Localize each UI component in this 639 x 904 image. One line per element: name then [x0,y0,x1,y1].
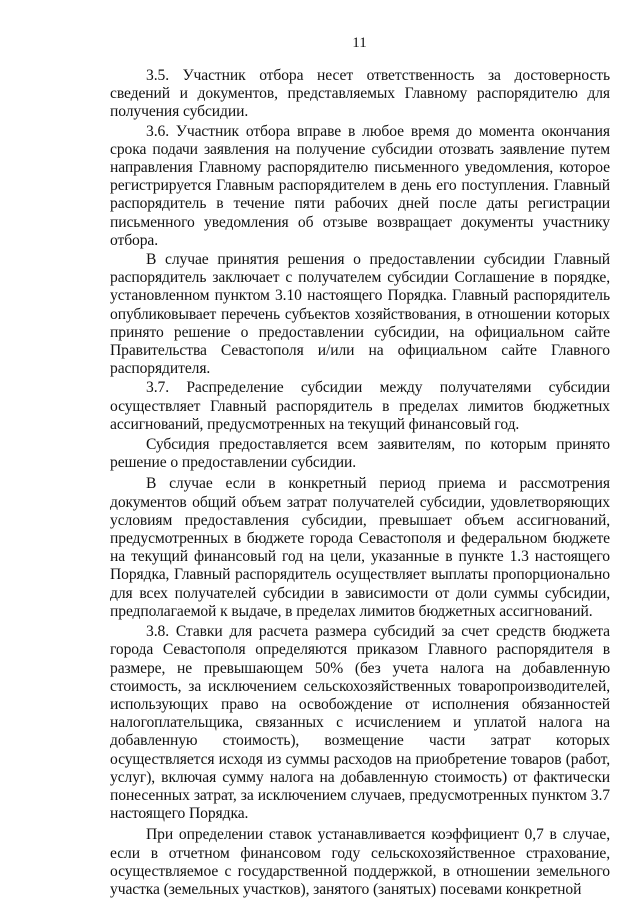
document-body [110,67,610,899]
paragraph-3-5: 3.5. Участник отбора несет ответственность за достоверность сведений и документов, представляемых Главному распорядителю для получения субсидии. [110,67,610,121]
page-number: 11 [352,35,367,51]
paragraph-proportional: В случае если в конкретный период приема и рассмотрения документов общий объем затрат получателей субсидии, удовлетворяющих условиям предоставления субсидии, превышает объем ассигнований, предусмотренных в бюджете города Севастополя и федеральном бюджете на текущий финансовый год на цели, указанные в пункте 1.3 настоящего Порядка, Главный распорядитель осуществляет выплаты пропорционально для всех получателей субсидии в зависимости от доли суммы субсидии, предполагаемой к выдаче, в пределах лимитов бюджетных ассигнований. [110,475,610,620]
page-number-container [0,34,639,52]
paragraph-coefficient: При определении ставок устанавливается коэффициент 0,7 в случае, если в отчетном финансовом году сельскохозяйственное страхование, осуществляемое с государственной поддержкой, в отношении земельного участка (земельных участков), занятого (занятых) посевами конкретной [110,826,610,898]
paragraph-3-7: 3.7. Распределение субсидии между получателями субсидии осуществляет Главный распорядитель в пределах лимитов бюджетных ассигнований, предусмотренных на текущий финансовый год. [110,379,610,433]
paragraph-3-6: 3.6. Участник отбора вправе в любое время до момента окончания срока подачи заявления на получение субсидии отозвать заявление путем направления Главному распорядителю письменного уведомления, которое регистрируется Главным распорядителем в день его поступления. Главный распорядитель в течение пяти рабочих дней после даты регистрации письменного уведомления об отзыве возвращает документы участнику отбора. [110,122,610,249]
paragraph-3-8: 3.8. Ставки для расчета размера субсидий за счет средств бюджета города Севастополя определяются приказом Главного распорядителя в размере, не превышающем 50% (без учета налога на добавленную стоимость, за исключением сельскохозяйственных товаропроизводителей, использующих право на освобождение от исполнения обязанностей налогоплательщика, связанных с исчислением и уплатой налога на добавленную стоимость), возмещение части затрат которых осуществляется исходя из суммы расходов на приобретение товаров (работ, услуг), включая сумму налога на добавленную стоимость) от фактически понесенных затрат, за исключением случаев, предусмотренных пунктом 3.7 настоящего Порядка. [110,623,610,823]
paragraph-subsidy-all: Субсидия предоставляется всем заявителям, по которым принято решение о предоставлении субсидии. [110,436,610,472]
paragraph-decision: В случае принятия решения о предоставлении субсидии Главный распорядитель заключает с получателем субсидии Соглашение в порядке, установленном пунктом 3.10 настоящего Порядка. Главный распорядитель опубликовывает перечень субъектов хозяйствования, в отношении которых принято решение о предоставлении субсидии, на официальном сайте Правительства Севастополя и/или на официальном сайте Главного распорядителя. [110,251,610,378]
